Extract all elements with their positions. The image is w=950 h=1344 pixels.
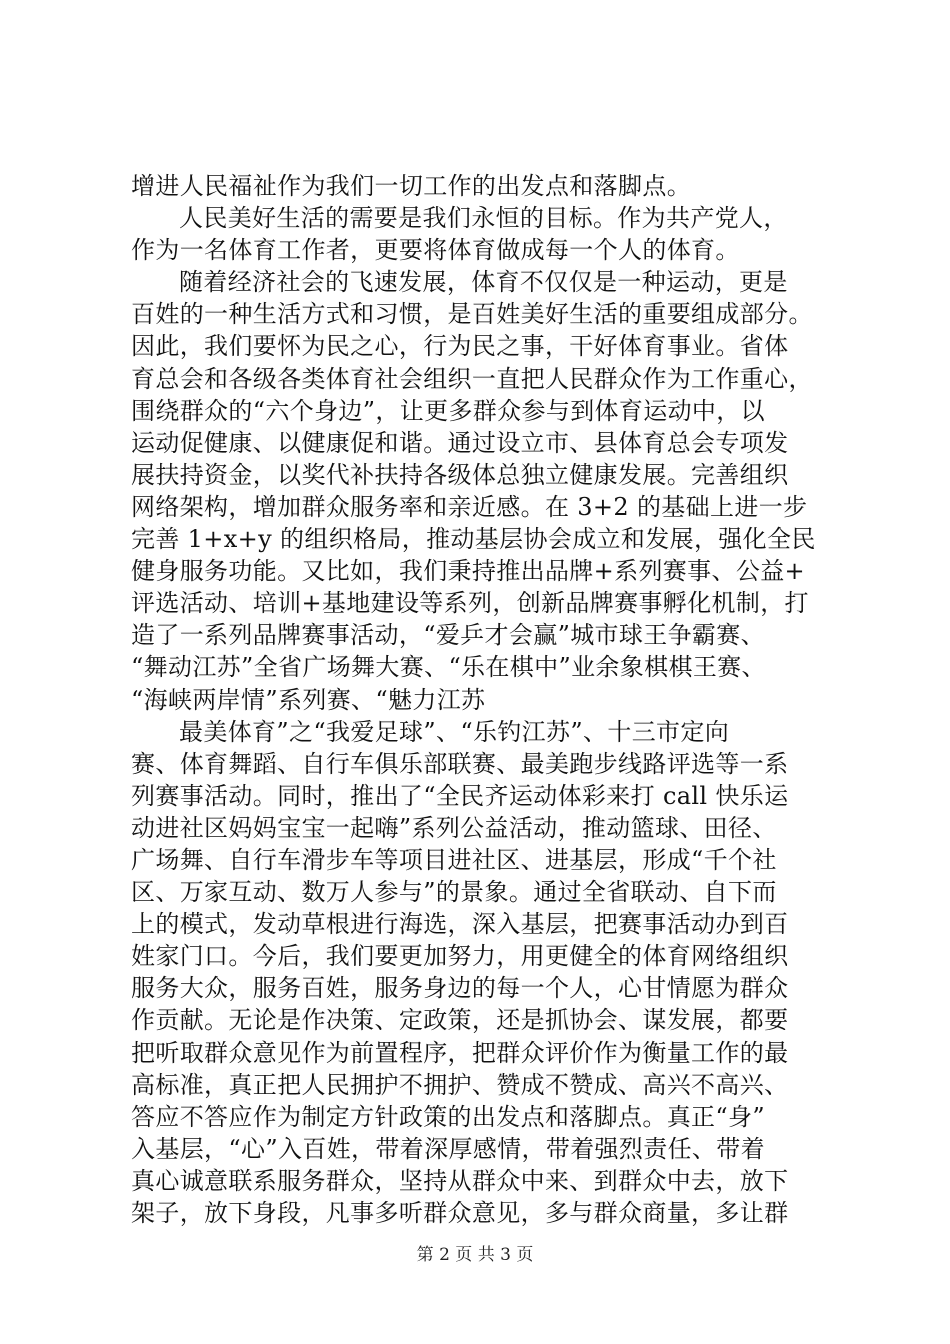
- text-line: 网络架构，增加群众服务率和亲近感。在 3+2 的基础上进一步: [131, 492, 808, 521]
- text-line: 最美体育”之“我爱足球”、“乐钓江苏”、十三市定向: [179, 717, 730, 746]
- text-line: 上的模式，发动草根进行海选，深入基层，把赛事活动办到百: [131, 910, 789, 939]
- text-line: 广场舞、自行车滑步车等项目进社区、进基层，形成“千个社: [131, 845, 777, 874]
- text-line: 姓家门口。今后，我们要更加努力，用更健全的体育网络组织: [131, 942, 789, 971]
- text-line: 围绕群众的“六个身边”，让更多群众参与到体育运动中，以: [131, 396, 765, 425]
- text-line: 真心诚意联系服务群众，坚持从群众中来、到群众中去，放下: [131, 1166, 789, 1195]
- text-line: 区、万家互动、数万人参与”的景象。通过全省联动、自下而: [131, 878, 777, 907]
- text-line: 健身服务功能。又比如，我们秉持推出品牌+系列赛事、公益+: [131, 557, 806, 586]
- page-footer: 第 2 页 共 3 页: [416, 1245, 534, 1265]
- text-line: 随着经济社会的飞速发展，体育不仅仅是一种运动，更是: [179, 268, 788, 297]
- text-line: 把听取群众意见作为前置程序，把群众评价作为衡量工作的最: [131, 1038, 789, 1067]
- text-line: 育总会和各级各类体育社会组织一直把人民群众作为工作重心，: [131, 364, 813, 393]
- text-line: 完善 1+x+y 的组织格局，推动基层协会成立和发展，强化全民: [131, 525, 816, 554]
- text-line: 人民美好生活的需要是我们永恒的目标。作为共产党人，: [179, 204, 788, 233]
- text-line: 赛、体育舞蹈、自行车俱乐部联赛、最美跑步线路评选等一系: [131, 749, 789, 778]
- text-line: 造了一系列品牌赛事活动，“爱乒才会赢”城市球王争霸赛、: [131, 621, 765, 650]
- text-line: 展扶持资金，以奖代补扶持各级体总独立健康发展。完善组织: [131, 460, 789, 489]
- text-line: 作为一名体育工作者，更要将体育做成每一个人的体育。: [131, 236, 740, 265]
- text-line: “舞动江苏”全省广场舞大赛、“乐在棋中”业余象棋棋王赛、: [131, 653, 766, 682]
- text-line: 列赛事活动。同时，推出了“全民齐运动体彩来打 call 快乐运: [131, 781, 789, 810]
- text-line: “海峡两岸情”系列赛、“魅力江苏: [131, 685, 486, 714]
- text-line: 运动促健康、以健康促和谐。通过设立市、县体育总会专项发: [131, 428, 789, 457]
- text-line: 入基层，“心”入百姓，带着深厚感情，带着强烈责任、带着: [131, 1134, 765, 1163]
- text-line: 服务大众，服务百姓，服务身边的每一个人，心甘情愿为群众: [131, 974, 789, 1003]
- text-line: 答应不答应作为制定方针政策的出发点和落脚点。真正“身”: [131, 1102, 765, 1131]
- text-line: 架子，放下身段，凡事多听群众意见，多与群众商量，多让群: [131, 1199, 789, 1227]
- text-line: 因此，我们要怀为民之心，行为民之事，干好体育事业。省体: [131, 332, 789, 361]
- body-text: [131, 170, 831, 1229]
- text-line: 动进社区妈妈宝宝一起嗨”系列公益活动，推动篮球、田径、: [131, 813, 777, 842]
- text-line: 高标准，真正把人民拥护不拥护、赞成不赞成、高兴不高兴、: [131, 1070, 789, 1099]
- text-line: 评选活动、培训+基地建设等系列，创新品牌赛事孵化机制，打: [131, 589, 809, 618]
- text-line: 作贡献。无论是作决策、定政策，还是抓协会、谋发展，都要: [131, 1006, 789, 1035]
- text-line: 百姓的一种生活方式和习惯，是百姓美好生活的重要组成部分。: [131, 300, 813, 329]
- text-line: 增进人民福祉作为我们一切工作的出发点和落脚点。: [131, 172, 692, 200]
